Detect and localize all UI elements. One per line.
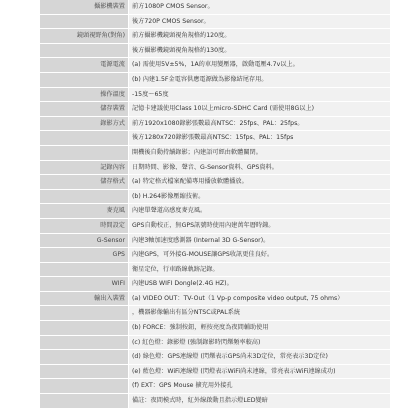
- spec-label: 鏡頭視野角(對角): [40, 29, 129, 44]
- spec-row: [40, 0, 390, 14]
- spec-value: (a) 需使用5V±5%，1A的車用變壓器，啟動電壓4.7v以上。: [129, 58, 391, 73]
- spec-row: [40, 321, 390, 336]
- spec-row: [40, 306, 390, 321]
- spec-value: (f) EXT：GPS Mouse 擴充用外接孔: [129, 379, 391, 394]
- spec-value: GPS自動校正，無GPS訊號時使用內建萬年曆時鐘。: [129, 218, 391, 233]
- spec-label: 電源電流: [40, 58, 129, 73]
- spec-value: 日期時間、影像、聲音、G-Sensor資料、GPS資料。: [129, 160, 391, 175]
- spec-label: 儲存裝置: [40, 102, 129, 117]
- spec-label: 錄影方式: [40, 116, 129, 131]
- spec-row: [40, 175, 390, 190]
- spec-row: [40, 43, 390, 58]
- spec-value: 內建3軸加速度感測器 (Internal 3D G-Sensor)。: [129, 233, 391, 248]
- spec-row: [40, 72, 390, 87]
- spec-label: 時間設定: [40, 218, 129, 233]
- spec-row: [40, 291, 390, 306]
- spec-value: (b) FORCE：強制按鈕，輕按亮度為夜間輔助使用: [129, 321, 391, 336]
- spec-label: [40, 72, 129, 87]
- spec-value: (a) 特定格式檔案配備專用播放軟體播放。: [129, 175, 391, 190]
- spec-value: (a) VIDEO OUT：TV-Out（1 Vp-p composite video output, 75 ohms）: [129, 291, 391, 306]
- spec-value: 後方720P CMOS Sensor。: [129, 14, 391, 29]
- spec-label: [40, 335, 129, 350]
- spec-row: [40, 145, 390, 160]
- spec-row: [40, 335, 390, 350]
- spec-value: 內建GPS，可外接G-MOUSE讓GPS收訊更佳良好。: [129, 248, 391, 263]
- spec-row: [40, 262, 390, 277]
- spec-label: [40, 394, 129, 409]
- spec-label: [40, 189, 129, 204]
- spec-row: [40, 204, 390, 219]
- spec-value: 內建單聲道高感度麥克風。: [129, 204, 391, 219]
- spec-row: [40, 58, 390, 73]
- spec-value: 前方攝影機鏡頭視角規格約120度。: [129, 29, 391, 44]
- spec-value: 前方1080P CMOS Sensor。: [129, 0, 391, 14]
- spec-value: 內建USB WIFI Dongle(2.4G HZ)。: [129, 277, 391, 292]
- spec-value: 記憶卡建議使用Class 10以上micro-SDHC Card (需使用8G以上): [129, 102, 391, 117]
- spec-table-body: [40, 0, 390, 408]
- spec-row: [40, 116, 390, 131]
- spec-value: ，機器影像輸出有區分NTSC或PAL系統: [129, 306, 391, 321]
- spec-label: 輸出入裝置: [40, 291, 129, 306]
- spec-value: 前方1920x1080錄影張數最高NTSC：25fps、PAL：25fps。: [129, 116, 391, 131]
- spec-label: [40, 131, 129, 146]
- spec-row: [40, 160, 390, 175]
- spec-value: 開機後自動持續錄影；內建語可經由軟體關閉。: [129, 145, 391, 160]
- spec-row: [40, 394, 390, 409]
- spec-row: [40, 277, 390, 292]
- spec-row: [40, 364, 390, 379]
- spec-row: [40, 218, 390, 233]
- spec-row: [40, 248, 390, 263]
- spec-value: 後方攝影機鏡頭視角規格約130度。: [129, 43, 391, 58]
- spec-row: [40, 189, 390, 204]
- spec-value: 衛星定位，行車路線軌跡記錄。: [129, 262, 391, 277]
- spec-label: 儲存格式: [40, 175, 129, 190]
- spec-label: WIFI: [40, 277, 129, 292]
- spec-row: [40, 29, 390, 44]
- spec-label: [40, 14, 129, 29]
- spec-value: (c) 紅色燈：錄影燈 (強制錄影時閃爍頻率較高): [129, 335, 391, 350]
- spec-row: [40, 87, 390, 102]
- spec-label: 麥克風: [40, 204, 129, 219]
- spec-value: (b) H.264影像壓縮技術。: [129, 189, 391, 204]
- spec-label: [40, 43, 129, 58]
- spec-label: [40, 262, 129, 277]
- spec-value: 備註：夜間模式時，紅外線啟動且指示燈LED變暗: [129, 394, 391, 409]
- spec-label: [40, 364, 129, 379]
- spec-label: GPS: [40, 248, 129, 263]
- spec-value: (d) 綠色燈：GPS連線燈 (閃爍表示GPS尚未3D定位，常亮表示3D定位): [129, 350, 391, 365]
- spec-label: [40, 145, 129, 160]
- spec-row: [40, 350, 390, 365]
- spec-label: [40, 321, 129, 336]
- spec-row: [40, 102, 390, 117]
- spec-row: [40, 14, 390, 29]
- spec-row: [40, 131, 390, 146]
- spec-value: (e) 藍色燈：WiFi連線燈 (閃燈表示WiFi尚未連線，常亮表示WiFi連線成功): [129, 364, 391, 379]
- spec-table: [40, 0, 390, 409]
- spec-label: G-Sensor: [40, 233, 129, 248]
- spec-value: -15度～65度: [129, 87, 391, 102]
- spec-label: [40, 350, 129, 365]
- spec-label: [40, 306, 129, 321]
- spec-row: [40, 379, 390, 394]
- spec-value: 後方1280x720錄影張數最高NTSC：15fps、PAL：15fps: [129, 131, 391, 146]
- spec-label: 攝影機裝置: [40, 0, 129, 14]
- spec-value: (b) 內建1.5F金電容供應電源做為影像結尾存用。: [129, 72, 391, 87]
- spec-row: [40, 233, 390, 248]
- spec-label: 操作溫度: [40, 87, 129, 102]
- spec-label: 記錄內容: [40, 160, 129, 175]
- spec-label: [40, 379, 129, 394]
